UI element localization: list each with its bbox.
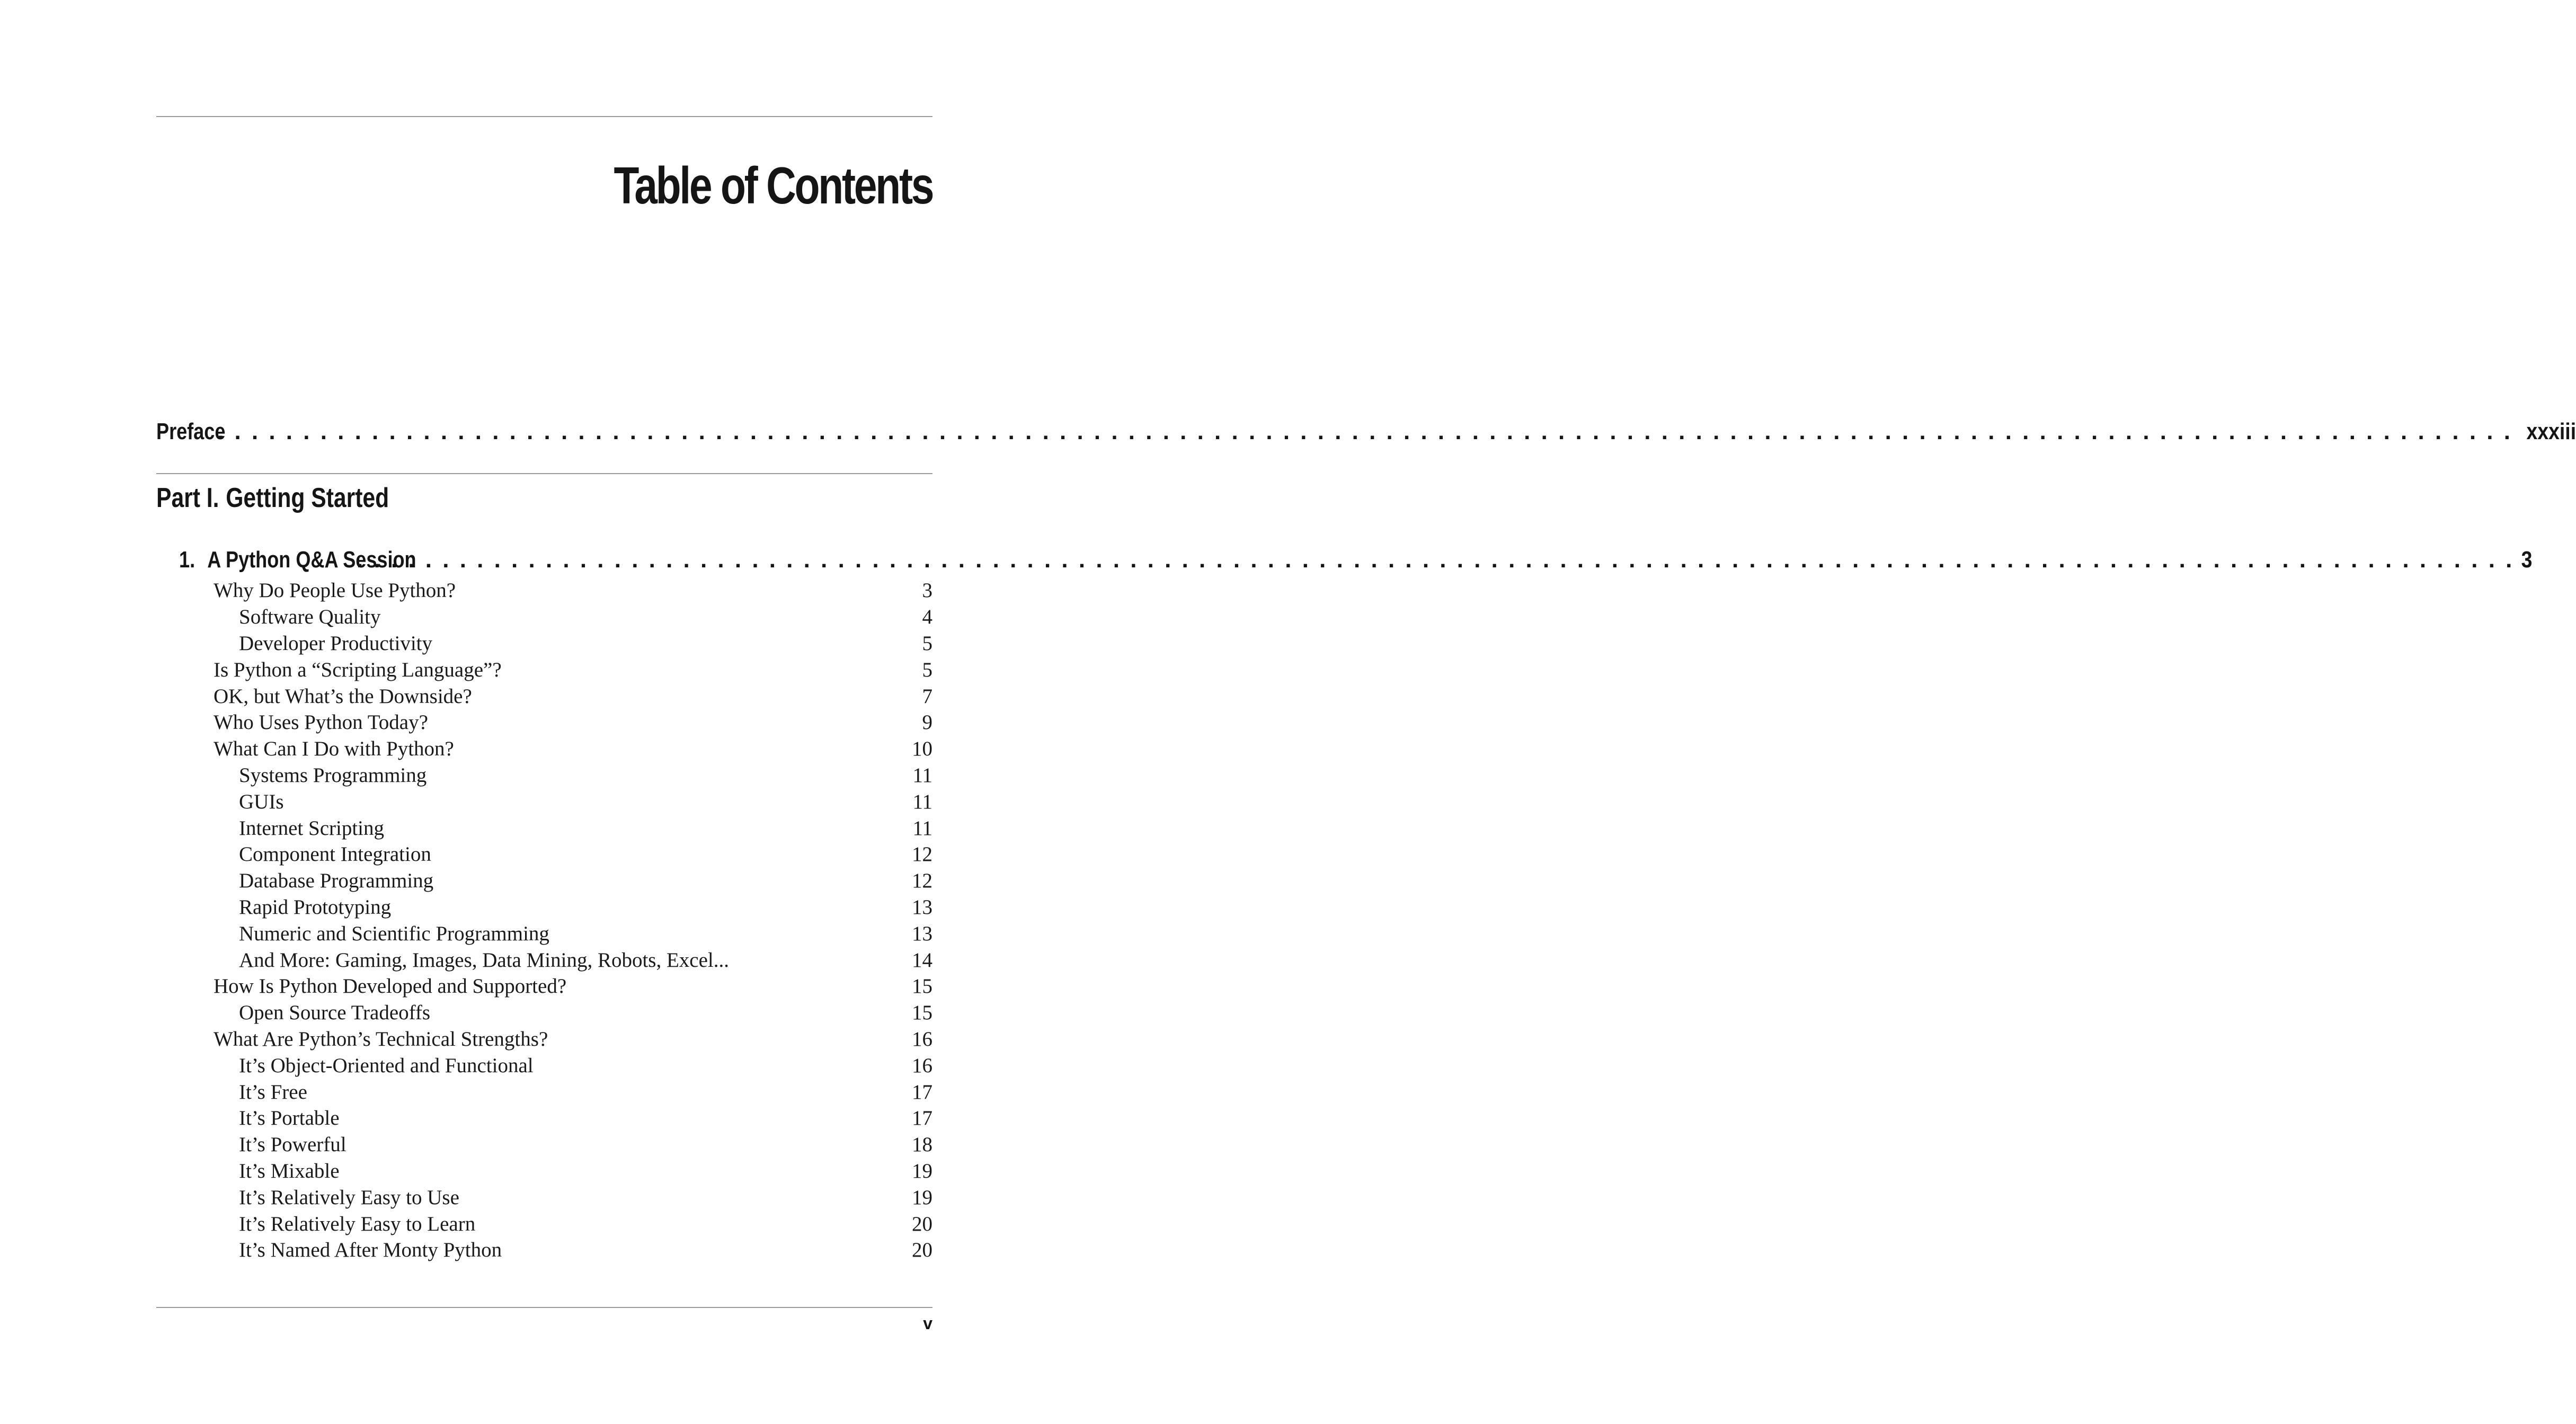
toc-entry-page: 11 <box>912 763 932 787</box>
toc-entry-page: 5 <box>922 631 932 655</box>
toc-entry[interactable] <box>214 1026 932 1053</box>
toc-entry-page: 3 <box>922 579 932 602</box>
toc-entry-title: What Can I Do with Python? <box>214 737 454 761</box>
dot-leader: . . . . . . . . . . . . . . . . . . . . . . . . . . . . . . . . . . . . . . . . . . . . . . . . . . . . . . . . . . . . . . . . . . . . . . . . . . . . . . . . . . . . . . . . . . . . . . . . . . . . . . . . . . . . . . . . . . . . . . . . . . . . . . <box>357 547 2515 573</box>
toc-entry[interactable] <box>214 947 932 973</box>
chapter-title: A Python Q&A Session <box>207 547 416 573</box>
toc-entry-title: It’s Free <box>239 1080 307 1103</box>
toc-entry-title: It’s Relatively Easy to Learn <box>239 1212 476 1235</box>
toc-entry-page: 10 <box>912 737 932 761</box>
toc-entry[interactable] <box>214 1158 932 1185</box>
toc-entry-title: Internet Scripting <box>239 816 385 840</box>
toc-entry-page: 5 <box>922 658 932 681</box>
toc-entry-title: OK, but What’s the Downside? <box>214 684 472 708</box>
toc-entry-page: 16 <box>912 1054 932 1077</box>
toc-entry-page: 9 <box>922 711 932 734</box>
toc-entry-title: What Are Python’s Technical Strengths? <box>214 1027 548 1051</box>
toc-entry-title: It’s Named After Monty Python <box>239 1239 502 1262</box>
dot-leader: . . . . . . . . . . . . . . . . . . . . . . . . . . . . . . . . . . . . . . . . . . . . . . . . . . . . . . . . . . . . . . . . . . . . . . . . . . . . . . . . . . . . . . . . . . . . . . . . . . . . . . . . . . . . . . . . . . . . . . . . . . . . . . . . . . . . . . <box>217 419 2512 444</box>
toc-entry-page: 17 <box>912 1080 932 1103</box>
toc-entry-title: It’s Object-Oriented and Functional <box>239 1054 534 1077</box>
toc-entry-title: Rapid Prototyping <box>239 895 392 919</box>
toc-entry-title: Why Do People Use Python? <box>214 579 456 602</box>
toc-entry-title: GUIs <box>239 790 284 813</box>
toc-entry-title: It’s Mixable <box>239 1159 340 1182</box>
toc-entry-title: Developer Productivity <box>239 631 432 655</box>
toc-entry[interactable] <box>214 868 932 894</box>
toc-entry[interactable] <box>214 762 932 789</box>
part-title: Getting Started <box>226 483 389 513</box>
toc-entry-page: 20 <box>912 1212 932 1235</box>
toc-entry-page: 13 <box>912 895 932 919</box>
toc-entry[interactable] <box>214 1000 932 1026</box>
toc-entry[interactable] <box>214 683 932 709</box>
toc-entry[interactable] <box>214 630 932 657</box>
toc-entry-title: It’s Powerful <box>239 1133 347 1156</box>
toc-entry-list <box>214 577 932 1263</box>
page-number: v <box>923 1314 932 1333</box>
preface-label: Preface <box>156 419 226 444</box>
toc-entry[interactable] <box>214 1052 932 1079</box>
toc-entry-page: 15 <box>912 1001 932 1025</box>
toc-entry-title: Database Programming <box>239 869 434 893</box>
chapter-label <box>179 547 416 573</box>
toc-entry[interactable] <box>214 577 932 604</box>
toc-entry-title: It’s Portable <box>239 1107 340 1130</box>
toc-entry-title: Software Quality <box>239 606 381 629</box>
toc-entry-page: 19 <box>912 1159 932 1182</box>
toc-entry[interactable] <box>214 815 932 841</box>
toc-entry[interactable] <box>214 736 932 762</box>
toc-entry[interactable] <box>214 973 932 1000</box>
toc-entry-page: 16 <box>912 1027 932 1051</box>
toc-entry-page: 15 <box>912 975 932 998</box>
toc-entry-title: Systems Programming <box>239 763 427 787</box>
toc-entry[interactable] <box>214 1079 932 1105</box>
toc-entry[interactable] <box>214 920 932 947</box>
toc-preface-row[interactable] <box>156 419 2576 445</box>
toc-entry[interactable] <box>214 604 932 630</box>
toc-entry-page: 12 <box>912 869 932 893</box>
toc-entry[interactable] <box>214 841 932 868</box>
preface-page: xxxiii <box>2526 419 2576 444</box>
toc-entry-title: And More: Gaming, Images, Data Mining, Robots, Excel... <box>239 948 730 972</box>
toc-entry-page: 18 <box>912 1133 932 1156</box>
chapter-number: 1. <box>179 547 196 573</box>
toc-entry-title: Component Integration <box>239 843 431 866</box>
toc-entry-page: 17 <box>912 1107 932 1130</box>
toc-entry[interactable] <box>214 788 932 815</box>
toc-entry-title: It’s Relatively Easy to Use <box>239 1186 459 1209</box>
toc-entry-title: How Is Python Developed and Supported? <box>214 975 567 998</box>
toc-entry-page: 13 <box>912 922 932 945</box>
toc-entry[interactable] <box>214 656 932 683</box>
toc-entry-page: 4 <box>922 606 932 629</box>
part-heading <box>156 482 389 514</box>
toc-entry-title: Who Uses Python Today? <box>214 711 428 734</box>
toc-entry-page: 19 <box>912 1186 932 1209</box>
toc-entry[interactable] <box>214 1132 932 1158</box>
toc-entry-page: 11 <box>912 790 932 813</box>
page-title: Table of Contents <box>614 156 932 215</box>
toc-entry-title: Is Python a “Scripting Language”? <box>214 658 502 681</box>
toc-entry[interactable] <box>214 1237 932 1263</box>
toc-entry[interactable] <box>214 894 932 921</box>
toc-entry-page: 20 <box>912 1239 932 1262</box>
chapter-page: 3 <box>2521 547 2533 573</box>
top-rule <box>156 116 932 117</box>
toc-entry-title: Open Source Tradeoffs <box>239 1001 431 1025</box>
toc-entry-page: 12 <box>912 843 932 866</box>
toc-chapter-row[interactable] <box>179 547 2533 573</box>
toc-entry-title: Numeric and Scientific Programming <box>239 922 549 945</box>
toc-entry-page: 11 <box>912 816 932 840</box>
toc-entry[interactable] <box>214 1184 932 1211</box>
toc-entry-page: 7 <box>922 684 932 708</box>
part-number: Part I. <box>156 483 219 513</box>
toc-entry[interactable] <box>214 1211 932 1237</box>
bottom-rule <box>156 1307 932 1308</box>
toc-entry-page: 14 <box>912 948 932 972</box>
toc-entry[interactable] <box>214 1105 932 1132</box>
toc-entry[interactable] <box>214 709 932 736</box>
part-rule <box>156 473 932 474</box>
